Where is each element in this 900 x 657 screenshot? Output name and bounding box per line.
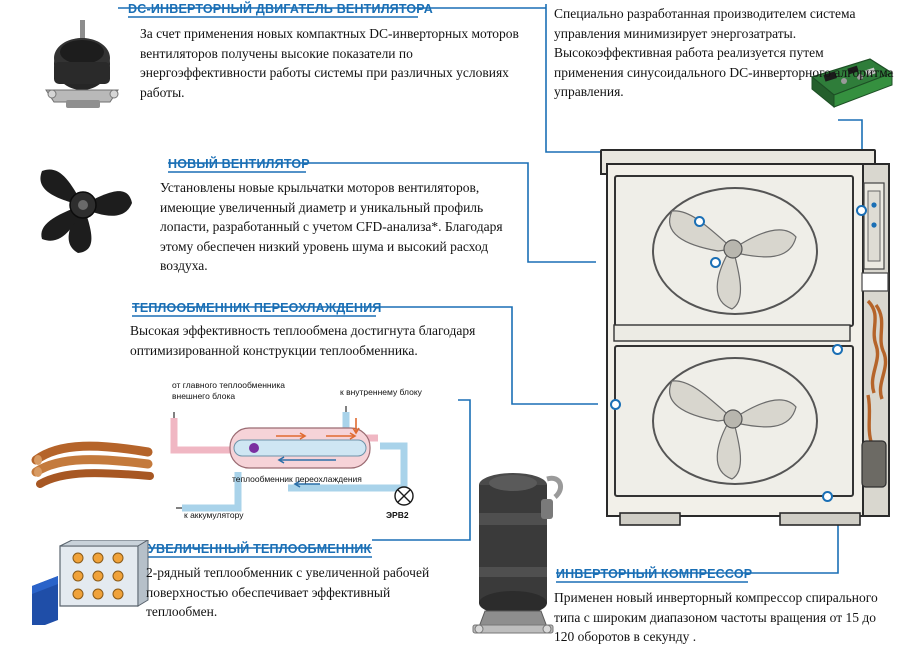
callout-heading-inverter-compressor: ИНВЕРТОРНЫЙ КОМПРЕССОР <box>556 567 753 581</box>
marker-dot-control-board <box>856 205 867 216</box>
callout-text-subcooling-heat-exchanger: Высокая эффективность теплообмена достигнута благодаря оптимизированной конструкции теплообменника. <box>130 323 476 358</box>
outdoor-unit-illustration <box>600 145 890 545</box>
callout-text-control-system: Специально разработанная производителем система управления минимизирует энергозатраты. Высокоэффективная работа реализуется путем применения синусоидального DC-инверторного алгоритма управления. <box>554 6 894 99</box>
callout-heading-enlarged-heat-exchanger: УВЕЛИЧЕННЫЙ ТЕПЛООБМЕННИК <box>148 542 372 556</box>
callout-heading-dc-inverter-fan-motor: DC-ИНВЕРТОРНЫЙ ДВИГАТЕЛЬ ВЕНТИЛЯТОРА <box>128 2 433 16</box>
marker-dot-fan-top <box>694 216 705 227</box>
schematic-label-subcooler: теплообменник переохлаждения <box>232 474 362 484</box>
outdoor-unit-details <box>600 145 890 545</box>
schematic-label-to-accumulator: к аккумулятору <box>184 510 244 520</box>
subcooling-circuit-schematic <box>168 380 458 532</box>
schematic-label-to-indoor-unit: к внутреннему блоку <box>340 387 422 397</box>
callout-text-inverter-compressor: Применен новый инверторный компрессор спирального типа с широким диапазоном частоты вращения от 15 до 120 оборотов в секунду . <box>554 590 878 644</box>
callout-heading-new-fan: НОВЫЙ ВЕНТИЛЯТОР <box>168 157 310 171</box>
fan-impeller-photo <box>28 155 138 260</box>
schematic-label-from-main-hx-line1: от главного теплообменника <box>172 380 285 390</box>
callout-text-enlarged-heat-exchanger: 2-рядный теплообменник с увеличенной рабочей поверхностью обеспечивает эффективный теплообмен. <box>146 565 430 619</box>
marker-dot-heat-exchanger <box>610 399 621 410</box>
marker-dot-compressor <box>822 491 833 502</box>
schematic-label-from-main-hx-line2: внешнего блока <box>172 391 236 401</box>
marker-dot-subcooler <box>832 344 843 355</box>
callout-text-new-fan: Установлены новые крыльчатки моторов вентиляторов, имеющие увеличенный диаметр и уникальный профиль лопасти, разработанный с учетом CFD-анализа*. Благодаря этому обеспечен низкий уровень шума и высокий расход воздуха. <box>160 180 503 273</box>
marker-dot-fan-motor <box>710 257 721 268</box>
callout-text-dc-inverter-fan-motor: За счет применения новых компактных DC-инверторных моторов вентиляторов получены высокие показатели по энергоэффективности работы системы при различных условиях работы. <box>140 26 519 100</box>
heat-exchanger-photo <box>30 540 150 625</box>
schematic-label-erv2: ЭРВ2 <box>386 510 409 520</box>
dc-fan-motor-photo <box>36 18 132 118</box>
copper-tube-photo <box>30 430 160 500</box>
callout-heading-subcooling-heat-exchanger: ТЕПЛООБМЕННИК ПЕРЕОХЛАЖДЕНИЯ <box>132 301 382 315</box>
